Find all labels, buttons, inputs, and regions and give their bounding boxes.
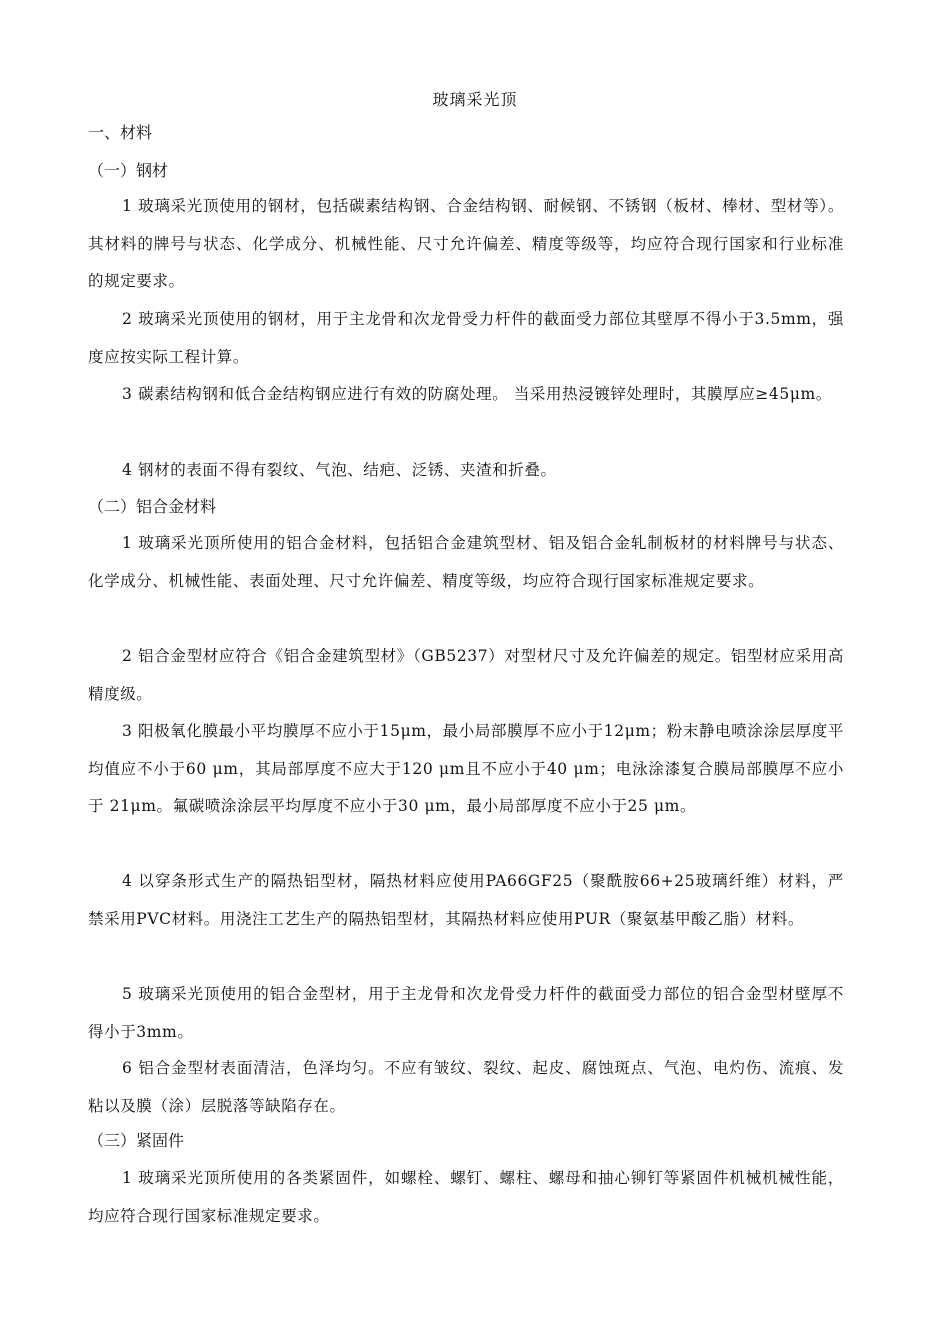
paragraph-aluminum-2: 2 铝合金型材应符合《铝合金建筑型材》（GB5237）对型材尺寸及允许偏差的规定。铝型材应采用高精度级。 [88,647,844,703]
subsection-heading-aluminum: （二）铝合金材料 [88,497,217,516]
paragraph-steel-1: 1 玻璃采光顶使用的钢材，包括碳素结构钢、合金结构钢、耐候钢、不锈钢（板材、棒材、型材等）。其材料的牌号与状态、化学成分、机械性能、尺寸允许偏差、精度等级等，均应符合现行国家和行业标准的规定要求。 [88,197,844,290]
page-title: 玻璃采光顶 [432,90,518,109]
paragraph-fasteners-1: 1 玻璃采光顶所使用的各类紧固件，如螺栓、螺钉、螺柱、螺母和抽心铆钉等紧固件机械机械性能，均应符合现行国家标准规定要求。 [88,1169,844,1225]
paragraph-steel-2: 2 玻璃采光顶使用的钢材，用于主龙骨和次龙骨受力杆件的截面受力部位其壁厚不得小于3.5mm，强度应按实际工程计算。 [88,310,844,366]
paragraph-aluminum-5: 5 玻璃采光顶使用的铝合金型材，用于主龙骨和次龙骨受力杆件的截面受力部位的铝合金型材壁厚不得小于3mm。 [88,985,844,1041]
section-heading-materials: 一、材料 [88,123,153,142]
paragraph-steel-4: 4 钢材的表面不得有裂纹、气泡、结疤、泛锈、夹渣和折叠。 [122,461,557,479]
subsection-heading-fasteners: （三）紧固件 [88,1131,185,1150]
subsection-heading-steel: （一）钢材 [88,161,169,180]
paragraph-aluminum-6: 6 铝合金型材表面清洁，色泽均匀。不应有皱纹、裂纹、起皮、腐蚀斑点、气泡、电灼伤、流痕、发粘以及膜（涂）层脱落等缺陷存在。 [88,1059,844,1115]
paragraph-aluminum-3: 3 阳极氧化膜最小平均膜厚不应小于15μm，最小局部膜厚不应小于12μm；粉末静电喷涂涂层厚度平均值应不小于60 μm，其局部厚度不应大于120 μm且不应小于40 μm；电泳涂漆复合膜局部膜厚不应小于 21μm。氟碳喷涂涂层平均厚度不应小于30 μm，最小局部厚度不应小于25 μm。 [88,722,844,815]
paragraph-aluminum-4: 4 以穿条形式生产的隔热铝型材，隔热材料应使用PA66GF25（聚酰胺66+25玻璃纤维）材料，严禁采用PVC材料。用浇注工艺生产的隔热铝型材，其隔热材料应使用PUR（聚氨基甲酸乙脂）材料。 [88,872,844,928]
paragraph-aluminum-1: 1 玻璃采光顶所使用的铝合金材料，包括铝合金建筑型材、铝及铝合金轧制板材的材料牌号与状态、化学成分、机械性能、表面处理、尺寸允许偏差、精度等级，均应符合现行国家标准规定要求。 [88,534,844,590]
paragraph-steel-3: 3 碳素结构钢和低合金结构钢应进行有效的防腐处理。 当采用热浸镀锌处理时，其膜厚应≥45μm。 [122,385,832,403]
